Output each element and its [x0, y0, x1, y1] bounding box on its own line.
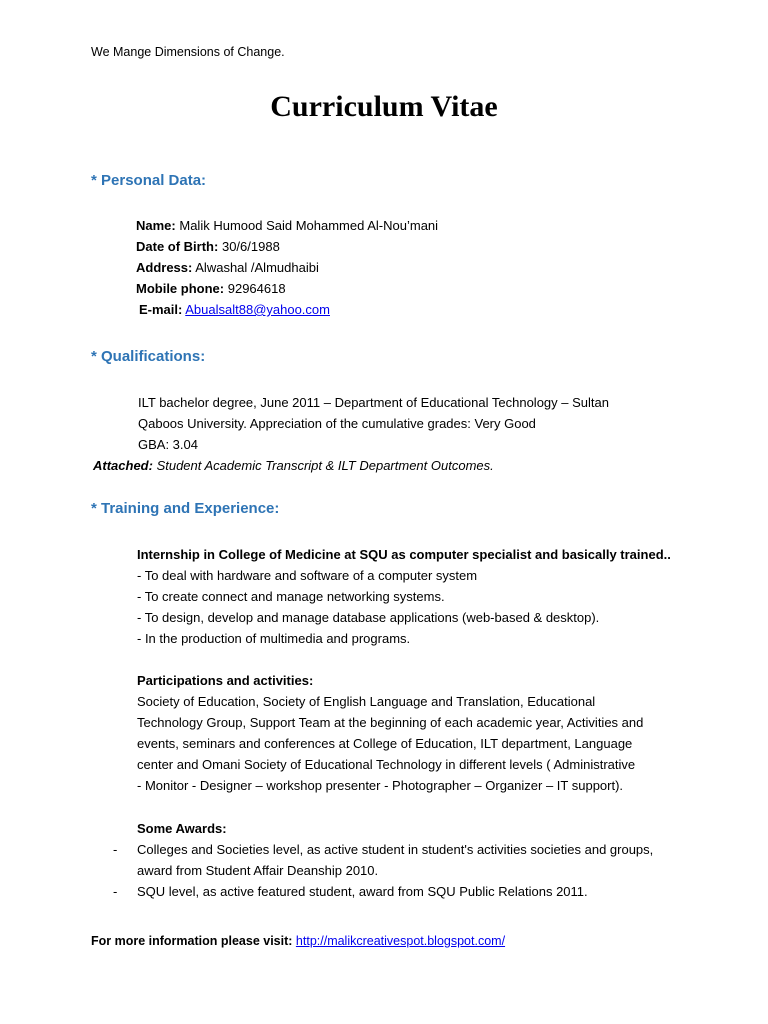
internship-item: - In the production of multimedia and programs.	[137, 631, 411, 646]
award-text-line: SQU level, as active featured student, award from SQU Public Relations 2011.	[137, 884, 588, 899]
attached-label: Attached:	[93, 458, 153, 473]
award-text-line: Colleges and Societies level, as active student in student's activities societies and groups,	[137, 842, 654, 857]
address-value: Alwashal /Almudhaibi	[195, 260, 319, 275]
participations-line: center and Omani Society of Educational Technology in different levels ( Administrative	[137, 757, 636, 772]
internship-title: Internship in College of Medicine at SQU as computer specialist and basically trained..	[137, 547, 671, 562]
participations-block	[137, 670, 643, 796]
email-row	[136, 299, 438, 320]
participations-title: Participations and activities:	[137, 673, 314, 688]
awards-title: Some Awards:	[137, 821, 227, 836]
internship-item: - To create connect and manage networking systems.	[137, 589, 445, 604]
phone-value: 92964618	[227, 281, 286, 296]
qualification-line: ILT bachelor degree, June 2011 – Department of Educational Technology – Sultan	[138, 395, 609, 410]
bullet-dash: -	[113, 842, 118, 857]
internship-block	[137, 544, 671, 649]
tagline: We Mange Dimensions of Change.	[91, 45, 285, 59]
internship-item: - To deal with hardware and software of a computer system	[137, 568, 478, 583]
internship-item: - To design, develop and manage database applications (web-based & desktop).	[137, 610, 600, 625]
participations-line: Society of Education, Society of English Language and Translation, Educational	[137, 694, 596, 709]
dob-label: Date of Birth:	[136, 239, 219, 254]
address-row	[136, 257, 438, 278]
footer-row	[91, 932, 505, 950]
qualifications-block	[138, 392, 609, 455]
dob-value: 30/6/1988	[221, 239, 280, 254]
qualification-line: Qaboos University. Appreciation of the cumulative grades: Very Good	[138, 416, 536, 431]
qualification-line: GBA: 3.04	[138, 437, 198, 452]
footer-link[interactable]: http://malikcreativespot.blogspot.com/	[295, 934, 506, 948]
document-title: Curriculum Vitae	[270, 90, 498, 123]
participations-line: Technology Group, Support Team at the beginning of each academic year, Activities and	[137, 715, 644, 730]
participations-line: events, seminars and conferences at College of Education, ILT department, Language	[137, 736, 633, 751]
email-link[interactable]: Abualsalt88@yahoo.com	[185, 302, 330, 317]
training-heading: * Training and Experience:	[91, 500, 280, 517]
bullet-dash: -	[113, 884, 118, 899]
participations-line: - Monitor - Designer – workshop presenter - Photographer – Organizer – IT support).	[137, 778, 624, 793]
name-row	[136, 215, 438, 236]
award-text-line: award from Student Affair Deanship 2010.	[137, 863, 379, 878]
name-value: Malik Humood Said Mohammed Al-Nou’mani	[179, 218, 439, 233]
dob-row	[136, 236, 438, 257]
award-item	[113, 839, 653, 881]
phone-row	[136, 278, 438, 299]
qualifications-heading: * Qualifications:	[91, 348, 206, 365]
attached-value: Student Academic Transcript & ILT Department Outcomes.	[152, 458, 494, 473]
personal-data-block	[136, 215, 438, 320]
footer-label: For more information please visit:	[91, 934, 293, 948]
name-label: Name:	[136, 218, 176, 233]
award-item	[113, 881, 588, 902]
address-label: Address:	[136, 260, 193, 275]
email-label: E-mail:	[139, 302, 183, 317]
phone-label: Mobile phone:	[136, 281, 225, 296]
attached-row	[93, 455, 494, 476]
personal-data-heading: * Personal Data:	[91, 172, 207, 189]
